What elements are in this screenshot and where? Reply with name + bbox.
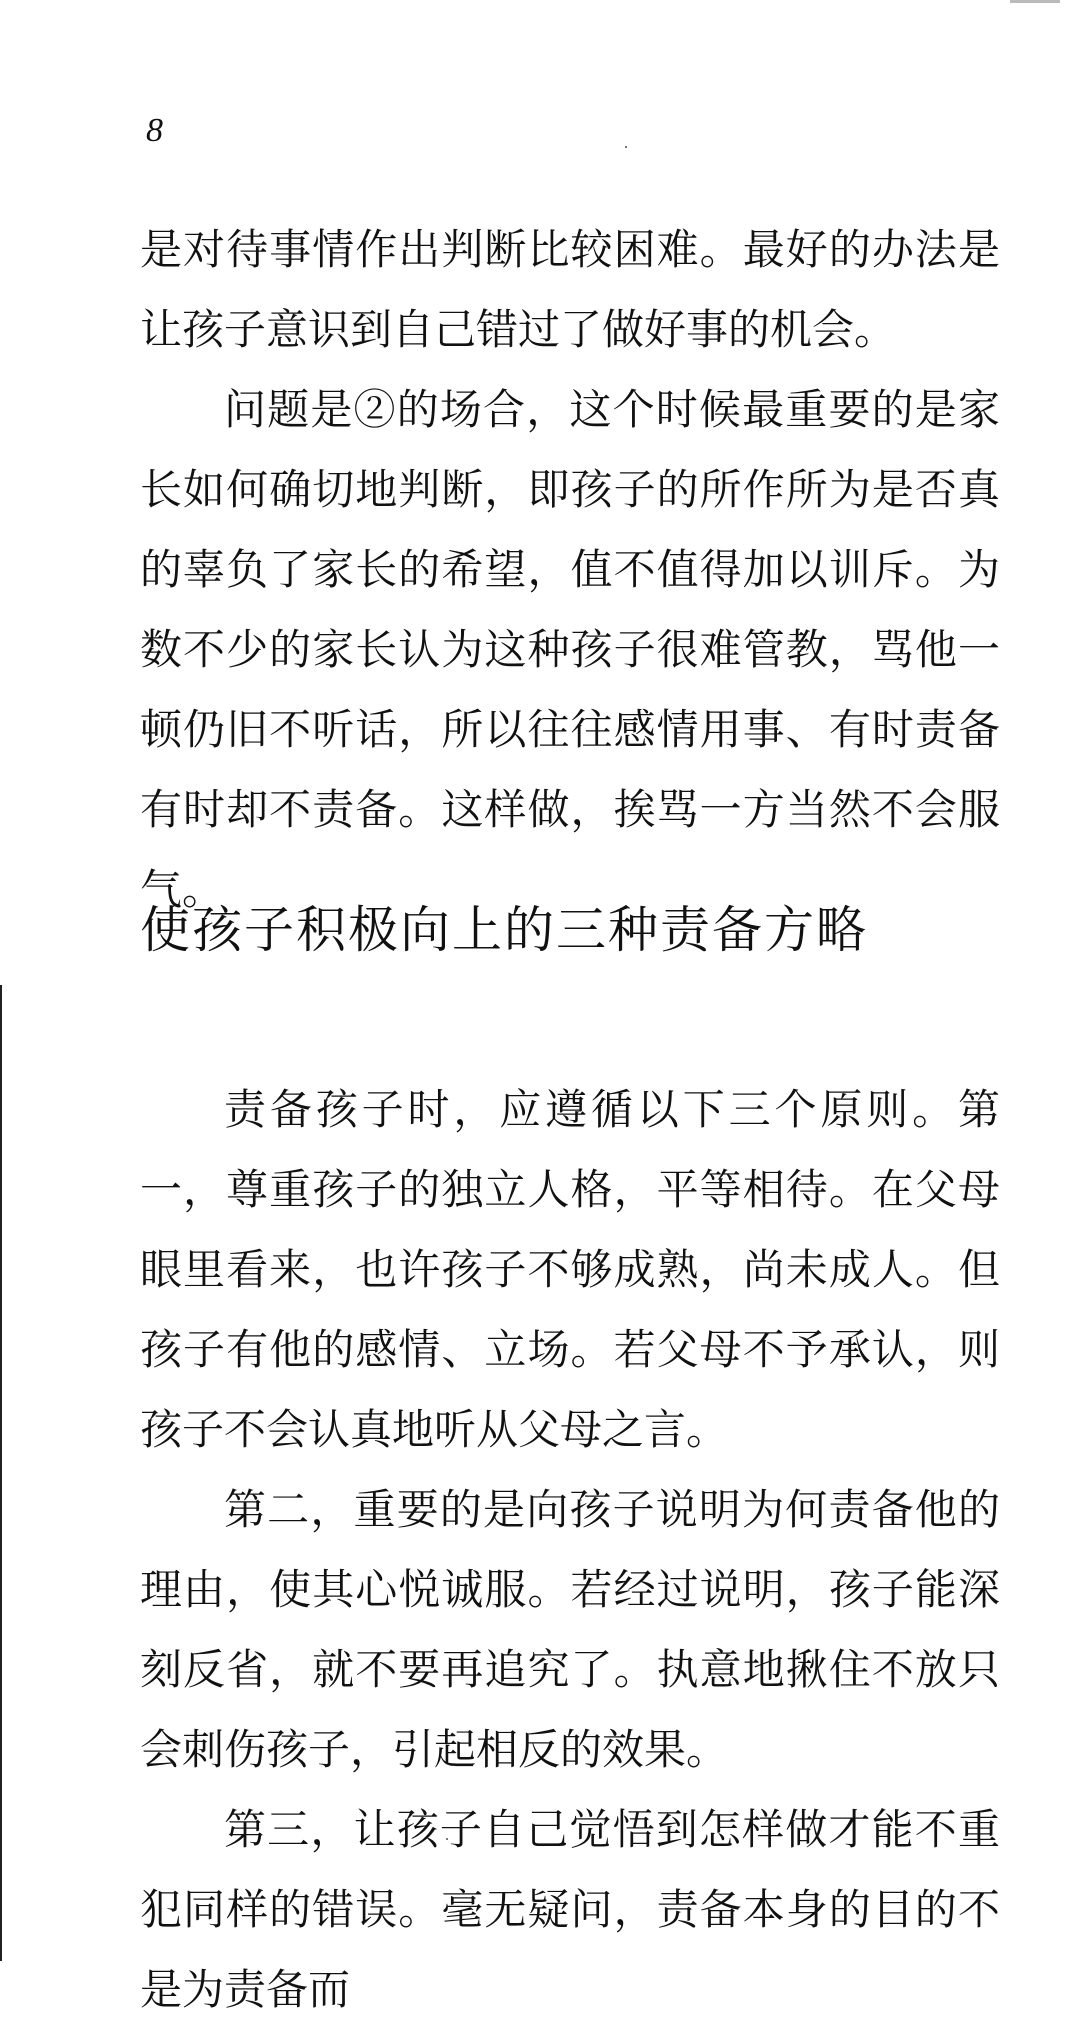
section-heading: 使孩子积极向上的三种责备方略 bbox=[140, 901, 868, 959]
scan-margin-line bbox=[0, 985, 2, 1961]
section-text-block bbox=[140, 1070, 1000, 2030]
top-text-block bbox=[140, 210, 1000, 930]
paragraph-principle-two: 第二，重要的是向孩子说明为何责备他的理由，使其心悦诚服。若经过说明，孩子能深刻反省，就不要再追究了。执意地揪住不放只会刺伤孩子，引起相反的效果。 bbox=[140, 1485, 1000, 1774]
paragraph-principle-three: 第三，让孩子自己觉悟到怎样做才能不重犯同样的错误。毫无疑问，责备本身的目的不是为责备而 bbox=[140, 1805, 1000, 2014]
paragraph-case-two: 问题是②的场合，这个时候最重要的是家长如何确切地判断，即孩子的所作所为是否真的辜负了家长的希望，值不值得加以训斥。为数不少的家长认为这种孩子很难管教，骂他一顿仍旧不听话，所以往往感情用事、有时责备有时却不责备。这样做，挨骂一方当然不会服气。 bbox=[140, 385, 1000, 914]
page-number: 8 bbox=[146, 112, 163, 149]
scan-edge-mark bbox=[1010, 0, 1060, 3]
scan-speck bbox=[625, 146, 627, 148]
paragraph-principle-one: 责备孩子时，应遵循以下三个原则。第一，尊重孩子的独立人格，平等相待。在父母眼里看来，也许孩子不够成熟，尚未成人。但孩子有他的感情、立场。若父母不予承认，则孩子不会认真地听从父母之言。 bbox=[140, 1085, 1000, 1454]
paragraph-continued: 是对待事情作出判断比较困难。最好的办法是让孩子意识到自己错过了做好事的机会。 bbox=[140, 225, 1000, 354]
